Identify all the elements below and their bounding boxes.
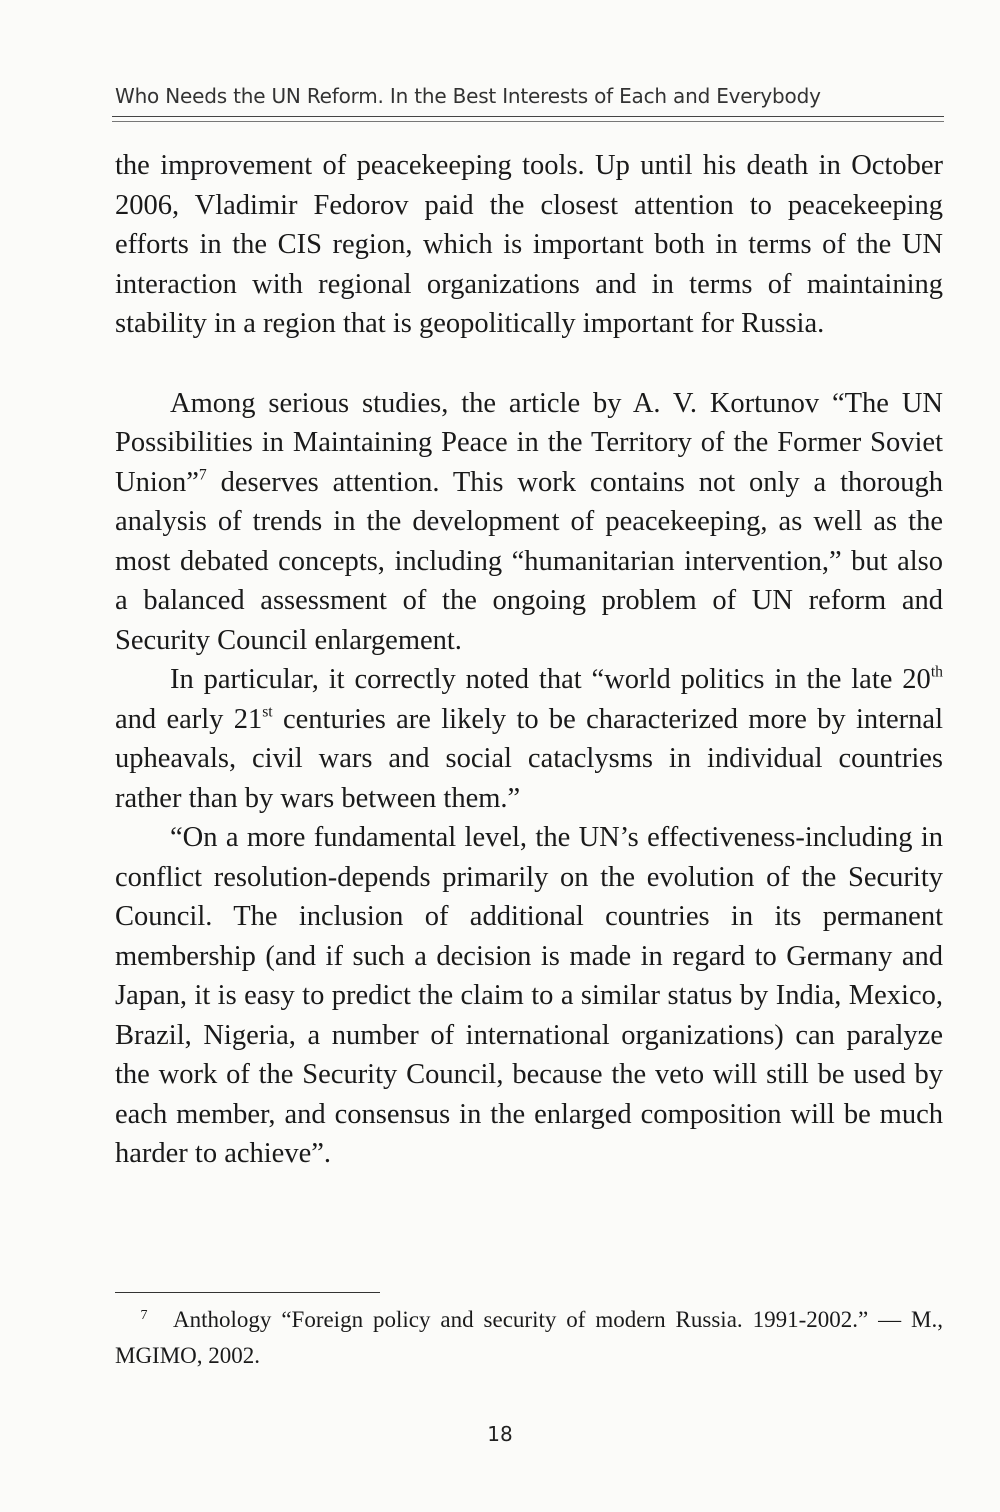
footnote-rule [115,1292,380,1293]
main-text [115,146,943,1174]
ordinal-suffix: th [930,663,943,681]
ordinal-suffix: st [262,702,273,720]
running-header: Who Needs the UN Reform. In the Best Interests of Each and Everybody [115,84,821,108]
footnote: 7 Anthology “Foreign policy and security of modern Russia. 1991-2002.” — M., MGIMO, 2002. [115,1307,943,1368]
paragraph-kortunov [115,384,943,661]
footnote-reference: 7 [198,465,207,483]
paragraph-quote-security-council: “On a more fundamental level, the UN’s effectiveness-including in conflict resolution-depends primarily on the evolution of the Security Council. The inclusion of additional countries in its permanent membership (and if such a decision is made in regard to Germany and Japan, it is easy to predict the claim to a similar status by India, Mexico, Brazil, Nigeria, a number of international organizations) can paralyze the work of the Security Council, because the veto will still be used by each member, and consensus in the enlarged composition will be much harder to achieve”. [115,822,943,1169]
paragraph-text: centuries are likely to be characterized more by internal upheavals, civil wars and social cataclysms in individual countries rather than by wars between them.” [115,703,943,814]
paragraph-world-politics [115,660,943,818]
paragraph-text: Among serious studies, the article by A. V. Kortunov “The UN Possibilities in Maintaining Peace in the Territory of the Former Soviet Union” [115,387,943,498]
paragraph-text: deserves attention. This work contains not only a thorough analysis of trends in the development of peacekeeping, as well as the most debated concepts, including “humanitarian intervention,” but also a balanced assessment of the ongoing problem of UN reform and Security Council enlargement. [115,466,943,656]
paragraph-text: In particular, it correctly noted that “world politics in the late 20 [170,664,931,695]
footnote-text: Anthology “Foreign policy and security of modern Russia. 1991-2002.” — M., MGIMO, 2002. [115,1307,943,1368]
header-rule [112,116,944,117]
page-number: 18 [487,1422,513,1446]
paragraph-text: and early 21 [115,703,263,735]
header-rule-secondary [112,121,944,122]
paragraph-continuation: the improvement of peacekeeping tools. Up until his death in October 2006, Vladimir Fedorov paid the closest attention to peacekeeping efforts in the CIS region, which is important both in terms of the UN interaction with regional organizations and in terms of maintaining stability in a region that is geopolitically important for Russia. [115,150,943,339]
